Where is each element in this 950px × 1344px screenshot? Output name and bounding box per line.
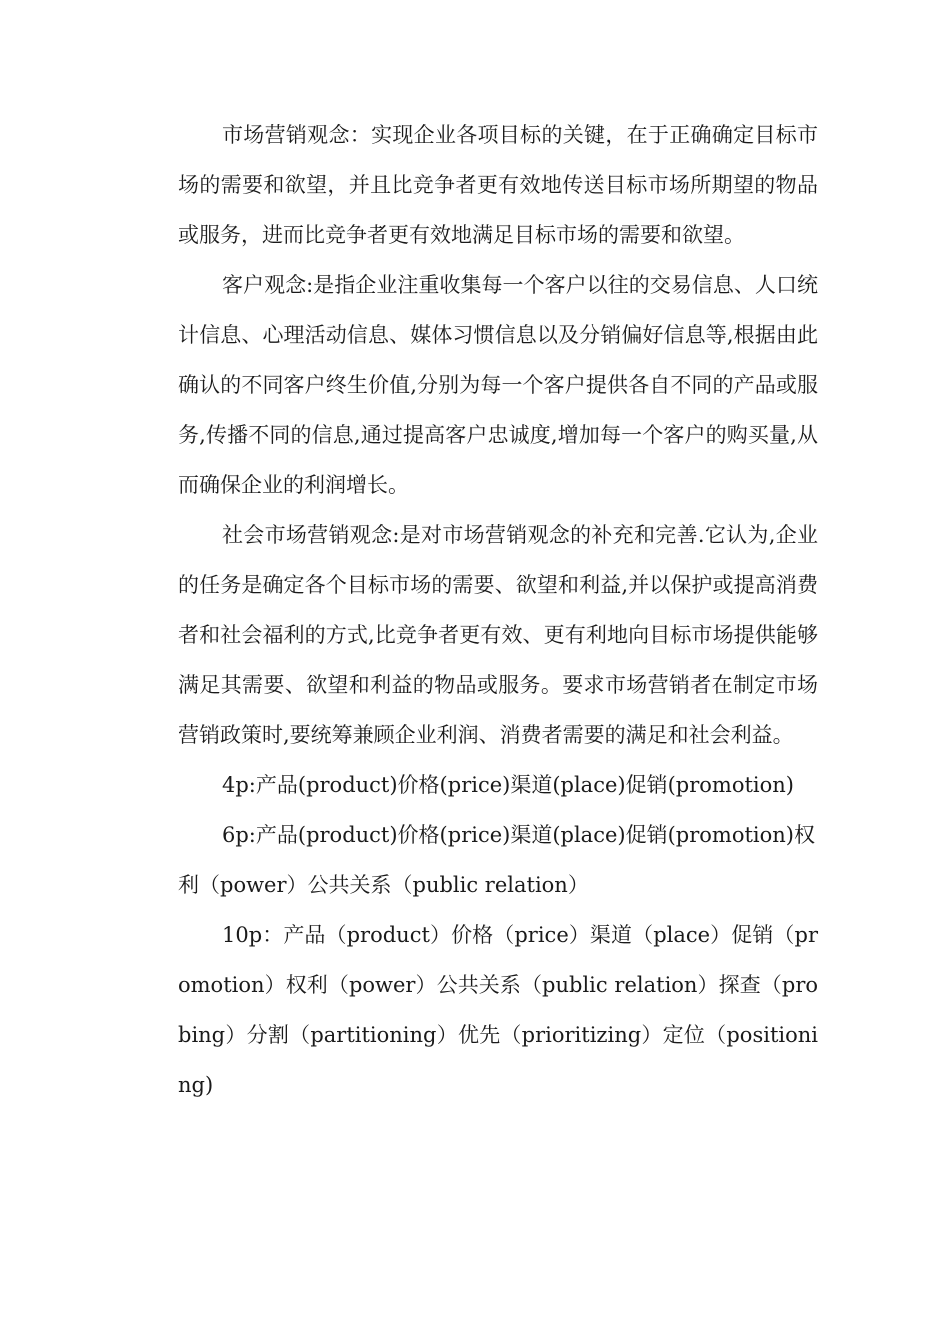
- paragraph-6p: 6p:产品(product)价格(price)渠道(place)促销(promotion)权利（power）公共关系（public relation）: [178, 823, 815, 897]
- paragraph-marketing-concept: 市场营销观念：实现企业各项目标的关键，在于正确确定目标市场的需要和欲望，并且比竞争者更有效地传送目标市场所期望的物品或服务，进而比竞争者更有效地满足目标市场的需要和欲望。: [178, 123, 818, 247]
- paragraph-societal-marketing-concept: 社会市场营销观念:是对市场营销观念的补充和完善.它认为,企业的任务是确定各个目标市场的需要、欲望和利益,并以保护或提高消费者和社会福利的方式,比竞争者更有效、更有利地向目标市场提供能够满足其需要、欲望和利益的物品或服务。要求市场营销者在制定市场营销政策时,要统筹兼顾企业利润、消费者需要的满足和社会利益。: [178, 523, 818, 747]
- paragraph-4p: 4p:产品(product)价格(price)渠道(place)促销(promotion): [222, 773, 794, 797]
- document-page: [178, 110, 818, 1110]
- paragraph-customer-concept: 客户观念:是指企业注重收集每一个客户以往的交易信息、人口统计信息、心理活动信息、媒体习惯信息以及分销偏好信息等,根据由此确认的不同客户终生价值,分别为每一个客户提供各自不同的产品或服务,传播不同的信息,通过提高客户忠诚度,增加每一个客户的购买量,从而确保企业的利润增长。: [178, 273, 818, 497]
- paragraph-10p: 10p：产品（product）价格（price）渠道（place）促销（promotion）权利（power）公共关系（public relation）探查（probing）分割（partitioning）优先（prioritizing）定位（positioning): [178, 923, 818, 1097]
